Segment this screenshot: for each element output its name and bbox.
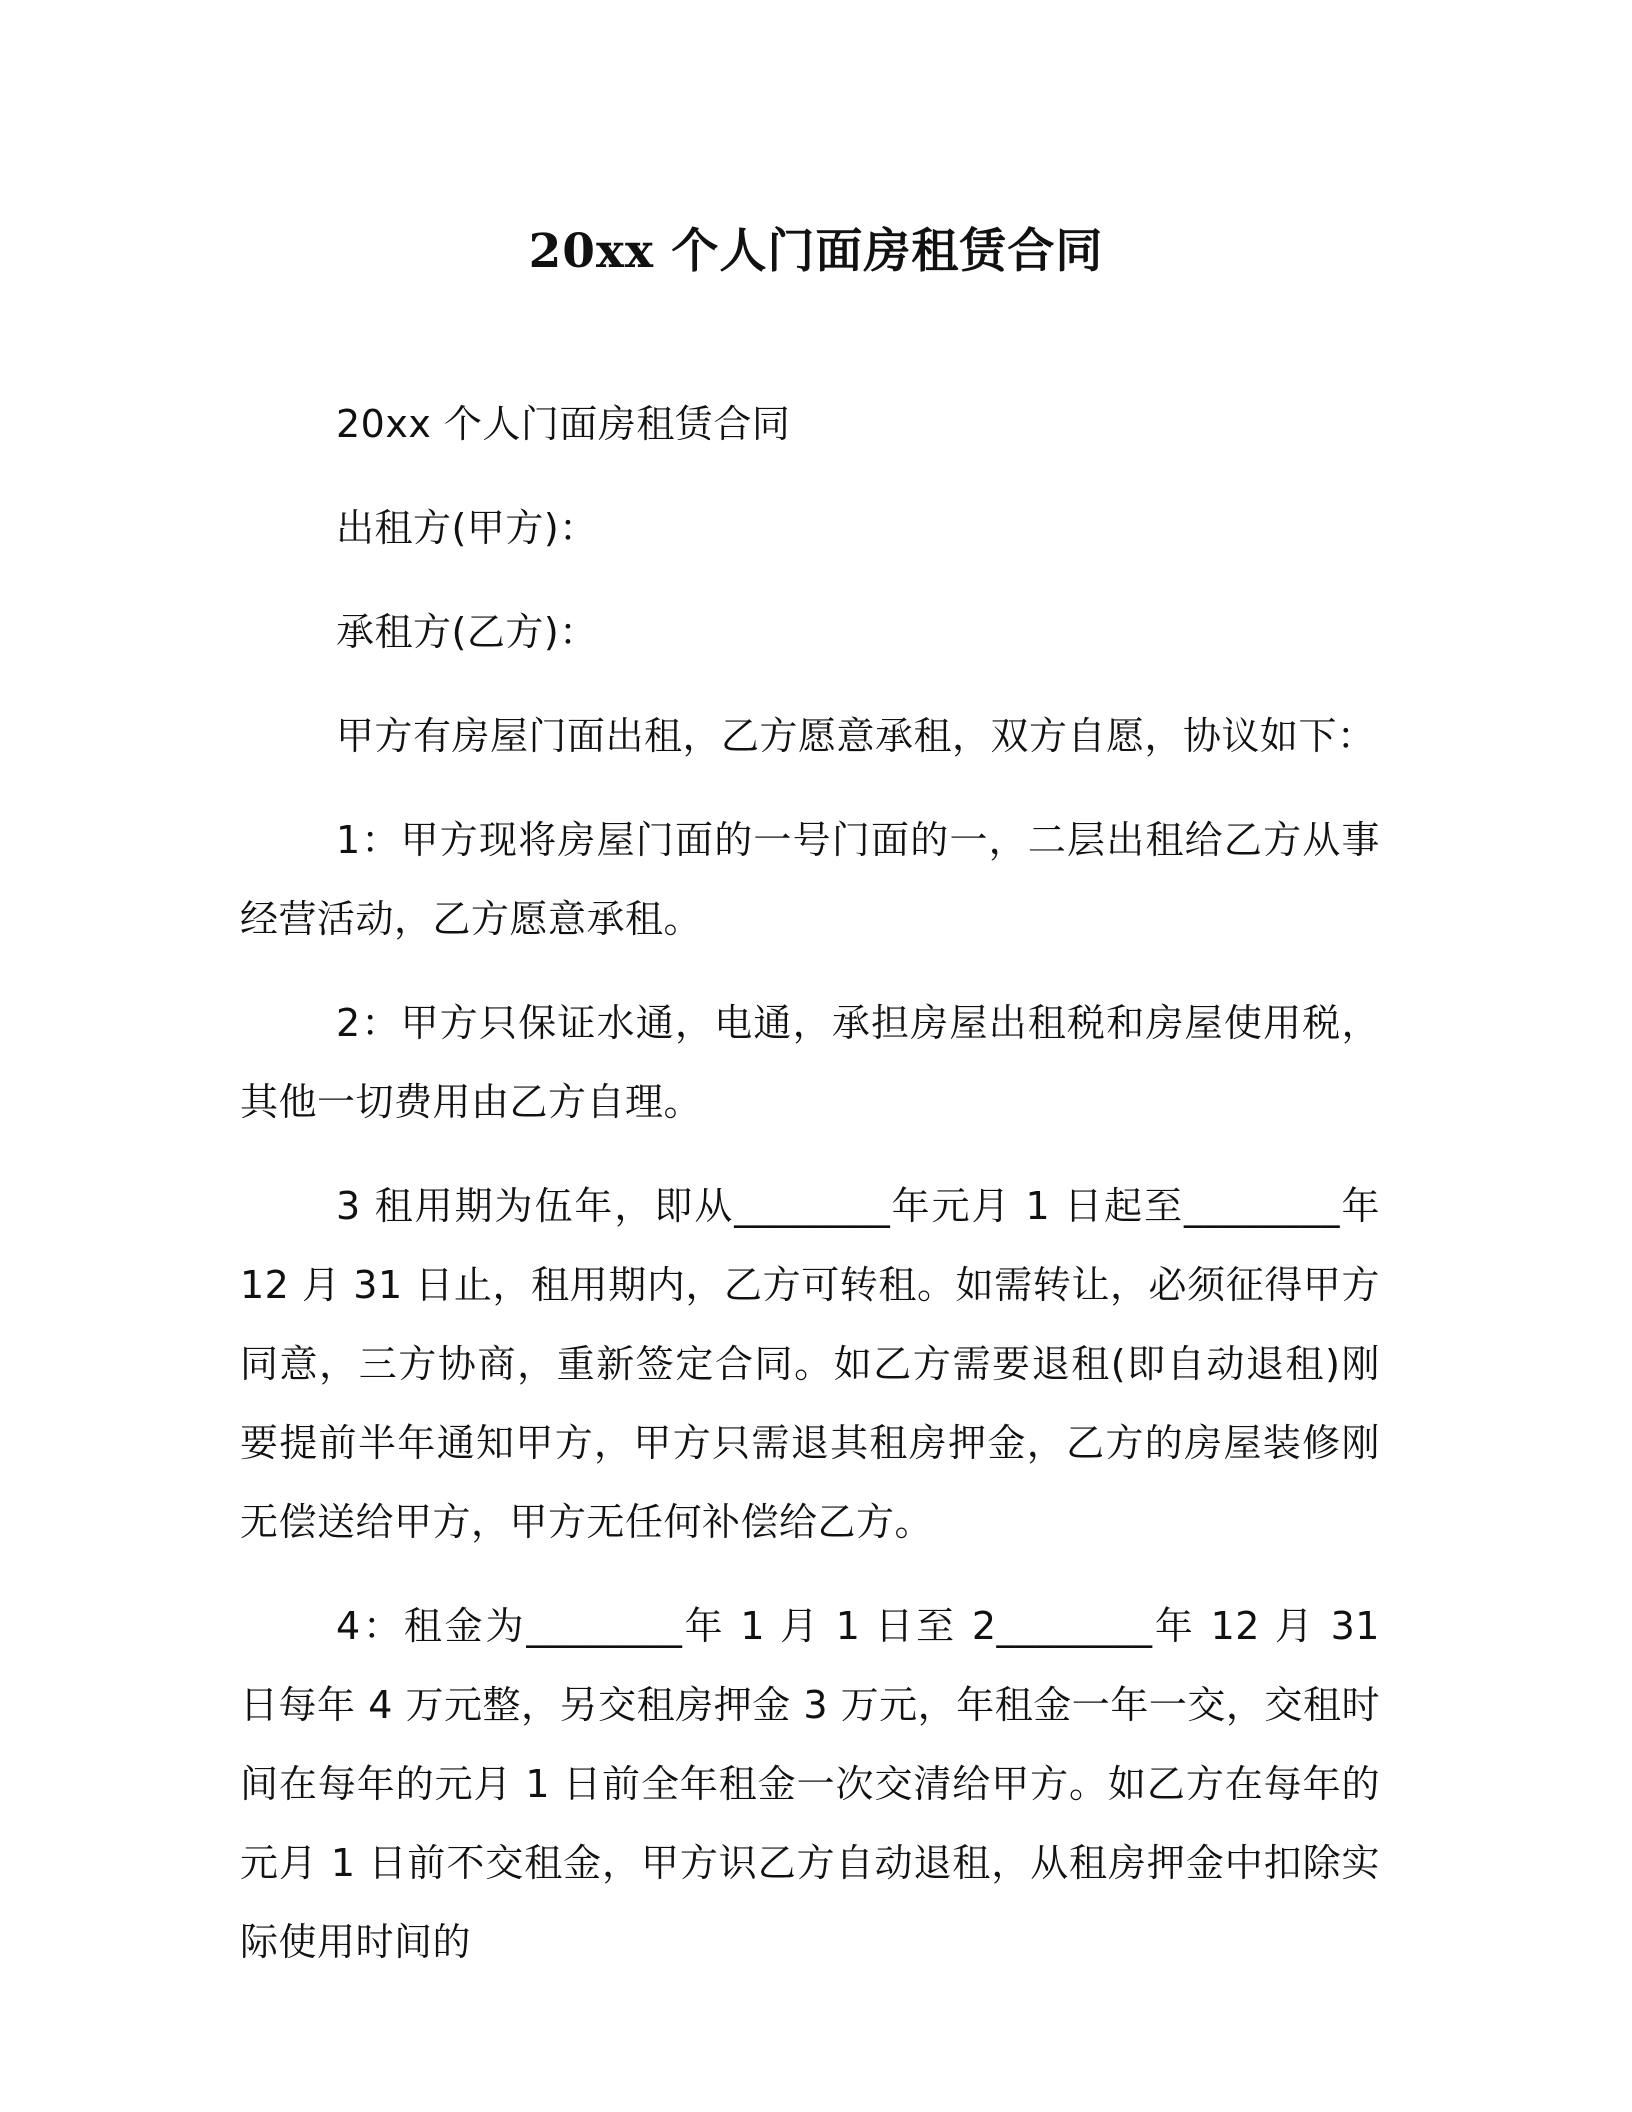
clause-3: 3 租用期为伍年，即从________年元月 1 日起至________年 12 月 31 日止，租用期内，乙方可转租。如需转让，必须征得甲方同意，三方协商，重新签定合同。如乙方需要退租(即自动退租)刚要提前半年通知甲方，甲方只需退其租房押金，乙方的房屋装修刚无偿送给甲方，甲方无任何补偿给乙方。	[240, 1184, 1380, 1544]
lessee-line: 承租方(乙方)：	[336, 610, 598, 654]
document-body	[240, 385, 1380, 2007]
clause-2: 2：甲方只保证水通，电通，承担房屋出租税和房屋使用税，其他一切费用由乙方自理。	[240, 1001, 1380, 1124]
clause-4: 4：租金为________年 1 月 1 日至 2________年 12 月 31 日每年 4 万元整，另交租房押金 3 万元，年租金一年一交，交租时间在每年的元月 1 日前全年租金一次交清给甲方。如乙方在每年的元月 1 日前不交租金，甲方识乙方自动退租，从租房押金中扣除实际使用时间的	[240, 1604, 1380, 1964]
document-title: 20xx 个人门面房租赁合同	[528, 224, 1104, 279]
heading-paragraph: 20xx 个人门面房租赁合同	[336, 402, 791, 446]
clause-1: 1：甲方现将房屋门面的一号门面的一，二层出租给乙方从事经营活动，乙方愿意承租。	[240, 818, 1380, 941]
agreement-intro: 甲方有房屋门面出租，乙方愿意承租，双方自愿，协议如下：	[336, 714, 1376, 758]
lessor-line: 出租方(甲方)：	[336, 506, 598, 550]
